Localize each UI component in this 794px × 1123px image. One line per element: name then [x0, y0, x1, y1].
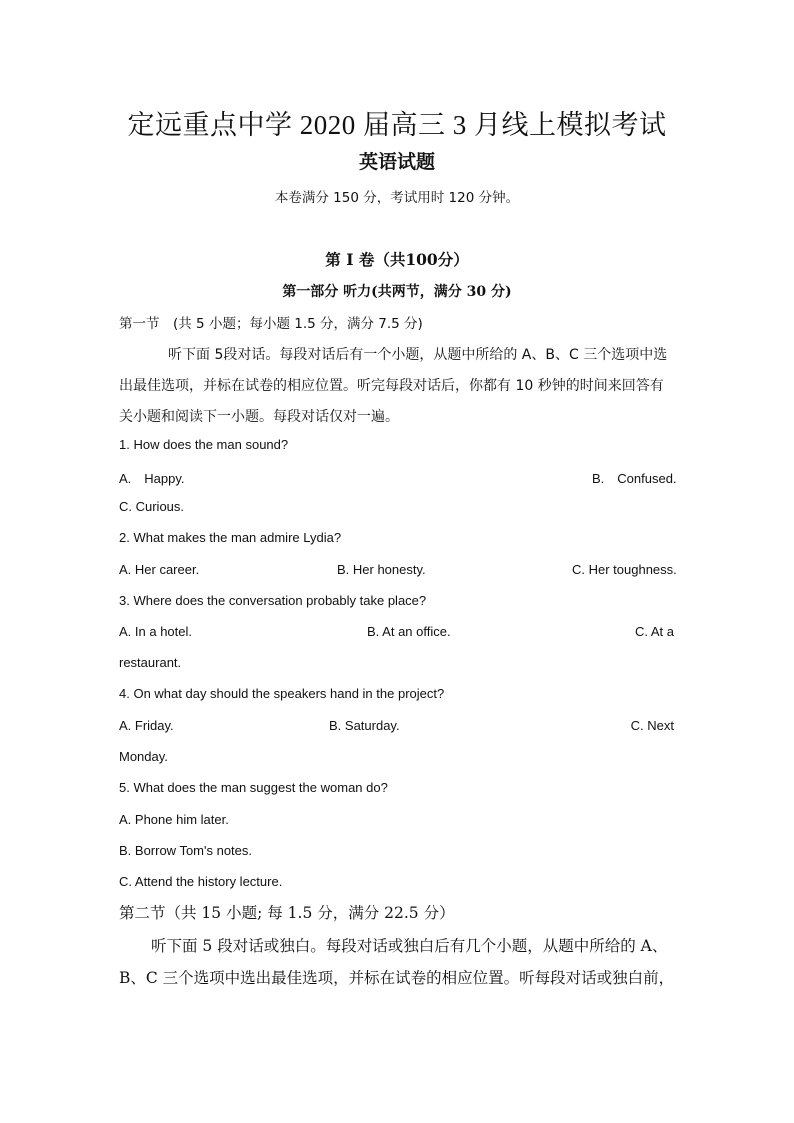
- section-title: 第一部分 听力(共两节，满分 30 分): [282, 284, 512, 300]
- option-b: B. Saturday.: [329, 718, 400, 733]
- option-a: A. Friday.: [119, 718, 174, 733]
- option-a: A. Phone him later.: [119, 812, 229, 827]
- question-stem: 4. On what day should the speakers hand in the project?: [119, 686, 445, 701]
- option-c: C. Her toughness.: [572, 562, 677, 577]
- section1-instructions: [119, 340, 675, 433]
- part-title: 第 I 卷（共100分）: [325, 250, 469, 269]
- option-c: C. Attend the history lecture.: [119, 874, 283, 889]
- option-c-continued: restaurant.: [119, 655, 182, 670]
- section1-label: 第一节 (共 5 小题；每小题 1.5 分，满分 7.5 分): [119, 316, 423, 332]
- exam-title: 定远重点中学 2020 届高三 3 月线上模拟考试: [127, 110, 667, 140]
- option-c: C. Next: [630, 718, 674, 733]
- section2-instructions-text: 听下面 5 段对话或独白。每段对话或独白后有几个小题，从题中所给的 A、B、C 三个选项中选出最佳选项，并标在试卷的相应位置。听每段对话或独白前，: [119, 937, 675, 987]
- question-stem: 2. What makes the man admire Lydia?: [119, 530, 342, 545]
- option-c: C. At a: [634, 624, 674, 639]
- option-a: A. Her career.: [119, 562, 200, 577]
- section1-instructions-text: 听下面 5段对话。每段对话后有一个小题，从题中所给的 A、B、C 三个选项中选出最佳选项，并标在试卷的相应位置。听完每段对话后，你都有 10 秒钟的时间来回答有关小题和阅读下一小题。每段对话仅对一遍。: [119, 347, 668, 425]
- option-a: A. Happy.: [119, 471, 185, 486]
- option-b: B. At an office.: [367, 624, 451, 639]
- option-b: B. Borrow Tom's notes.: [119, 843, 253, 858]
- question-stem: 3. Where does the conversation probably take place?: [119, 593, 427, 608]
- option-b: B. Her honesty.: [337, 562, 426, 577]
- option-a: A. In a hotel.: [119, 624, 192, 639]
- option-b: B. Confused.: [592, 471, 677, 486]
- option-c: C. Curious.: [119, 499, 185, 514]
- option-c-continued: Monday.: [119, 749, 168, 764]
- exam-note: 本卷满分 150 分，考试用时 120 分钟。: [274, 190, 520, 206]
- question-stem: 1. How does the man sound?: [119, 437, 289, 452]
- question-stem: 5. What does the man suggest the woman do?: [119, 780, 388, 795]
- section2-instructions: [119, 930, 675, 994]
- exam-subtitle: 英语试题: [358, 151, 435, 173]
- section2-label: 第二节（共 15 小题; 每 1.5 分，满分 22.5 分）: [119, 904, 455, 922]
